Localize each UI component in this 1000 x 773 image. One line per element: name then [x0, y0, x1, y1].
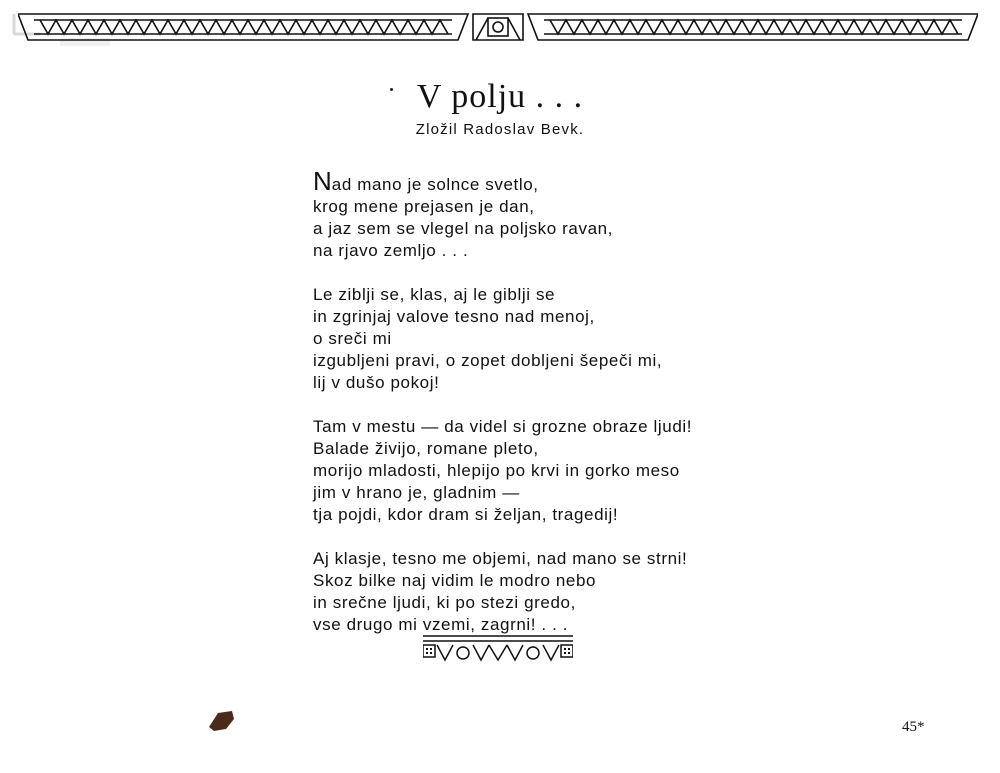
top-ornamental-border — [18, 12, 978, 42]
poem-line: in zgrinjaj valove tesno nad menoj, — [313, 307, 595, 326]
poem-line: izgubljeni pravi, o zopet dobljeni šepeči mi, — [313, 351, 663, 370]
stanza-3 — [313, 416, 833, 526]
poem-line: tja pojdi, kdor dram si željan, tragedij! — [313, 505, 619, 524]
poem-line: Aj klasje, tesno me objemi, nad mano se strni! — [313, 549, 688, 568]
page-number: 45* — [902, 719, 925, 735]
poem-line: Nad mano je solnce svetlo, — [313, 166, 539, 196]
poem-line: lij v dušo pokoj! — [313, 373, 440, 392]
poem-author: Zložil Radoslav Bevk. — [415, 121, 585, 138]
poem-line: Balade živijo, romane pleto, — [313, 439, 539, 458]
poem-line: in srečne ljudi, ki po stezi gredo, — [313, 593, 576, 612]
poem-line: morijo mladosti, hlepijo po krvi in gorko meso — [313, 461, 680, 480]
drop-cap: N — [313, 166, 332, 196]
poem-body — [313, 166, 833, 658]
stanza-2 — [313, 284, 833, 394]
poem-line: Tam v mestu — da videl si grozne obraze ljudi! — [313, 417, 693, 436]
poem-line: Le ziblji se, klas, aj le giblji se — [313, 285, 556, 304]
poem-line: vse drugo mi vzemi, zagrni! . . . — [313, 615, 569, 634]
stanza-1 — [313, 166, 833, 262]
poem-line: o sreči mi — [313, 329, 392, 348]
poem-title: V polju . . . — [416, 78, 584, 115]
poem-line: Skoz bilke naj vidim le modro nebo — [313, 571, 597, 590]
poem-line: na rjavo zemljo . . . — [313, 241, 469, 260]
paper-stain — [206, 709, 236, 733]
stanza-4 — [313, 548, 833, 636]
poem-line: a jaz sem se vlegel na poljsko ravan, — [313, 219, 614, 238]
poem-line: krog mene prejasen je dan, — [313, 197, 535, 216]
bottom-ornament — [423, 633, 573, 663]
poem-line: jim v hrano je, gladnim — — [313, 483, 520, 502]
